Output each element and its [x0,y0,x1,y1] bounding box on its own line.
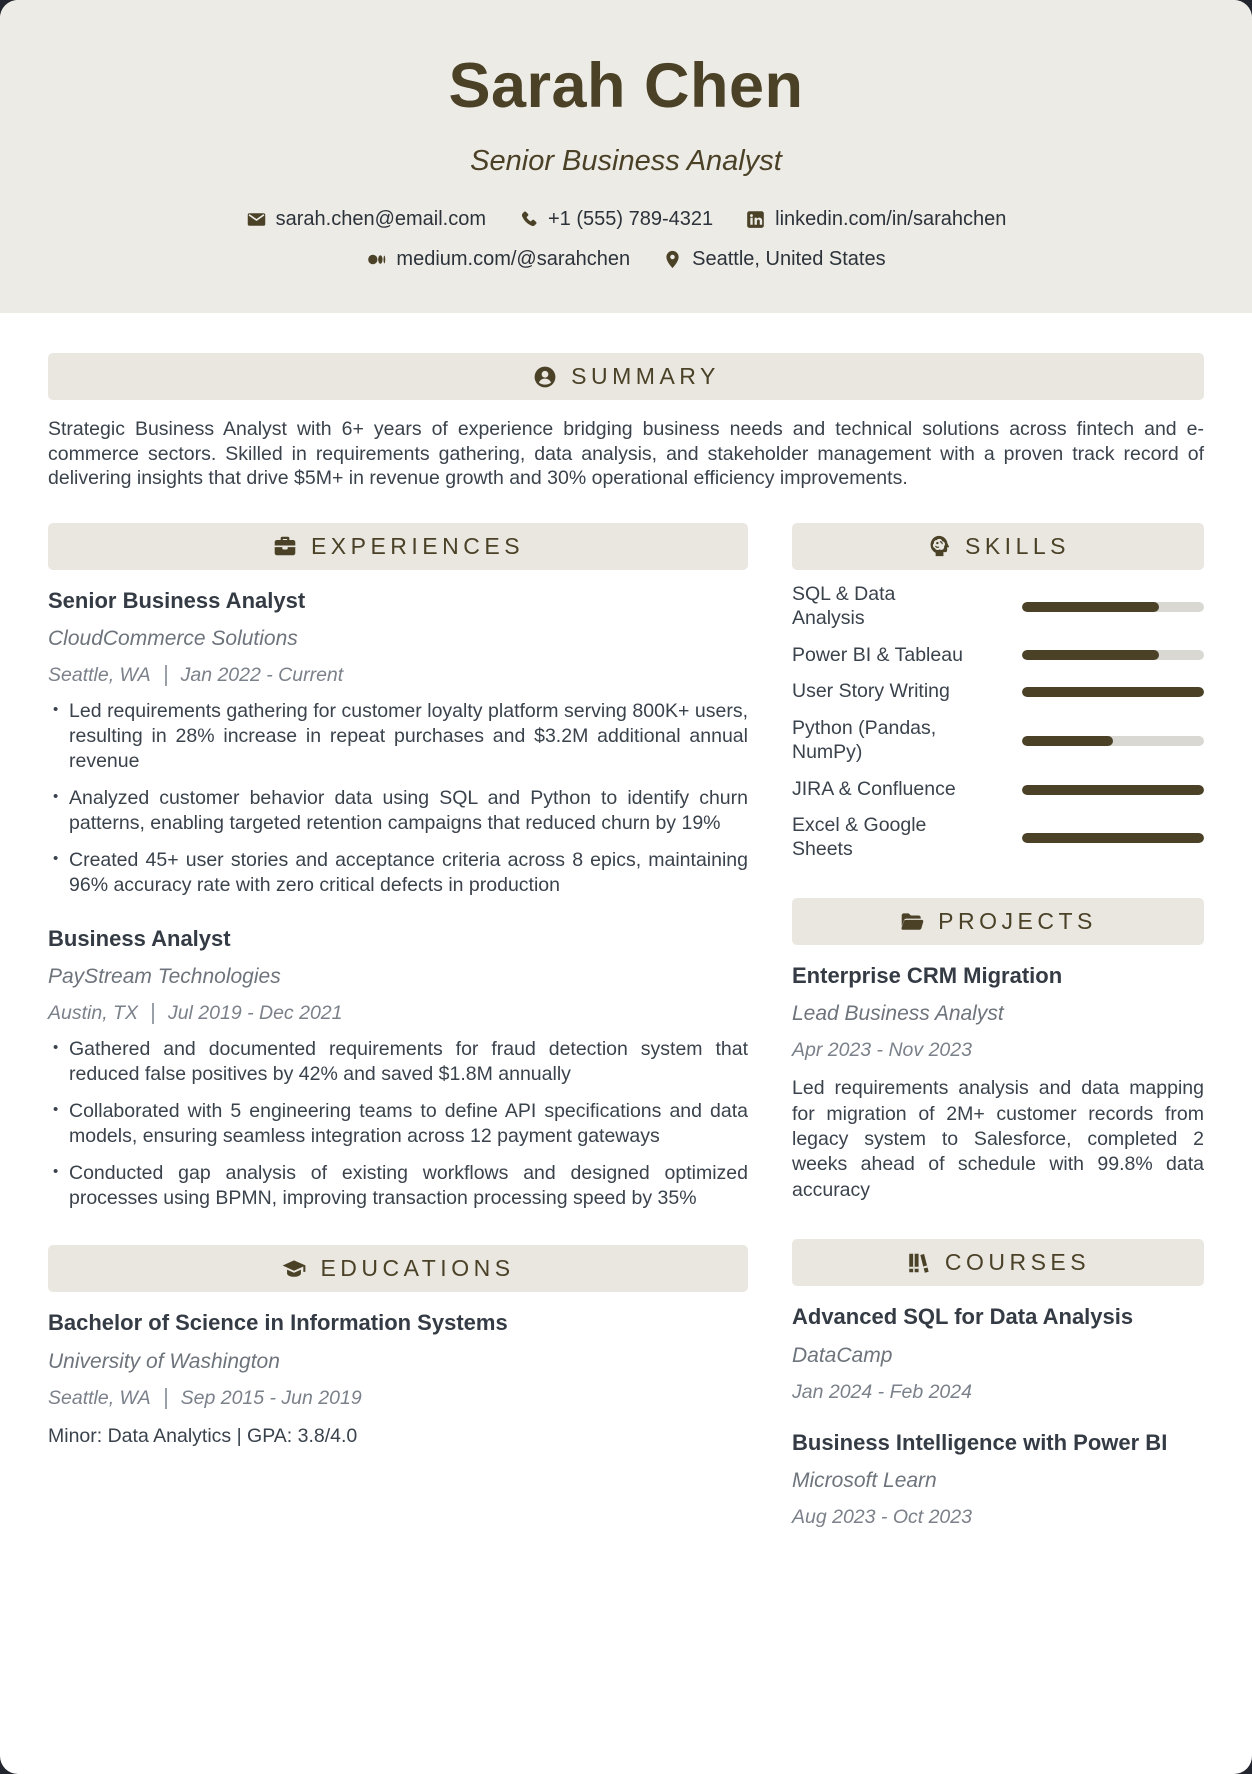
job-title: Senior Business Analyst [48,587,306,613]
course-dates [792,1506,1204,1529]
course-provider: Microsoft Learn [792,1468,937,1492]
skill-row [792,814,1204,862]
job-location-dates [48,664,748,687]
divider [152,1003,154,1024]
education-details: Minor: Data Analytics | GPA: 3.8/4.0 [48,1424,358,1447]
skill-level-bar [1022,833,1204,843]
job-location: Seattle, WA [48,664,151,687]
section-header-educations [48,1245,748,1292]
project-dates [792,1039,1204,1062]
section-title-courses: COURSES [944,1249,1091,1276]
skill-name: JIRA & Confluence [792,777,956,800]
skill-level-fill [1022,687,1204,697]
skill-row [792,680,1204,704]
skill-level-bar [1022,687,1204,697]
skill-level-bar [1022,650,1204,660]
skill-level-fill [1022,833,1204,843]
bullet-item: • Led requirements gathering for customer loyalty platform serving 800K+ users, resulting in 28% increase in repeat purchases and $3.2M additional annual revenue [48,699,748,774]
section-title-experiences: EXPERIENCES [310,532,525,559]
job-location: Austin, TX [48,1002,138,1025]
skill-row [792,644,1204,668]
project-title: Enterprise CRM Migration [792,963,1063,989]
experience-item [48,926,748,1211]
degree: Bachelor of Science in Information Systems [48,1310,508,1336]
course-list [792,1304,1204,1529]
graduation-cap-icon [281,1256,307,1282]
divider [165,1388,167,1409]
project-item [792,963,1204,1203]
person-title: Senior Business Analyst [470,145,782,178]
person-name: Sarah Chen [448,51,804,121]
phone-value: +1 (555) 789-4321 [548,208,714,231]
skill-name: SQL & Data Analysis [792,582,896,629]
skill-list [792,583,1204,862]
course-provider: DataCamp [792,1343,893,1367]
location-item [662,248,885,271]
section-title-educations: EDUCATIONS [320,1255,515,1282]
two-column-layout [48,523,1204,1529]
location-value: Seattle, United States [692,248,886,271]
linkedin-link[interactable] [745,208,1006,231]
project-description: Led requirements analysis and data mapping for migration of 2M+ customer records from legacy system to Salesforce, completed 2 weeks ahead of schedule with 99.8% data accuracy [792,1077,1204,1201]
course-dates-value: Jan 2024 - Feb 2024 [792,1380,972,1403]
bullet-item: • Collaborated with 5 engineering teams to define API specifications and data models, ensuring seamless integration across 12 payment gateways [48,1099,748,1149]
job-company: CloudCommerce Solutions [48,627,298,651]
course-title: Advanced SQL for Data Analysis [792,1304,1134,1330]
skill-level-fill [1022,650,1159,660]
section-title-summary: SUMMARY [571,363,720,390]
job-title: Business Analyst [48,926,231,952]
skill-name: Excel & Google Sheets [792,814,927,861]
bullet-list [48,699,748,898]
skill-row [792,778,1204,802]
course-dates [792,1381,1204,1404]
experience-list [48,588,748,1211]
right-column [792,523,1204,1529]
skill-level-bar [1022,785,1204,795]
content [0,353,1252,1529]
education-location-dates [48,1387,748,1410]
job-location-dates [48,1002,748,1025]
skill-name: User Story Writing [792,680,950,703]
phone-link[interactable] [518,208,713,231]
divider [165,665,167,686]
project-dates-value: Apr 2023 - Nov 2023 [792,1039,972,1062]
medium-icon [366,249,387,270]
email-icon [246,209,267,230]
education-dates: Sep 2015 - Jun 2019 [180,1386,362,1409]
skill-name: Python (Pandas, NumPy) [792,717,937,763]
books-icon [906,1250,932,1276]
header [0,0,1252,313]
skill-level-bar [1022,602,1204,612]
skill-level-fill [1022,736,1113,746]
job-company: PayStream Technologies [48,965,281,989]
school: University of Washington [48,1349,280,1373]
section-header-courses [792,1239,1204,1286]
person-circle-icon [532,364,558,390]
job-dates: Jan 2022 - Current [180,664,344,687]
linkedin-icon [745,209,766,230]
section-title-projects: PROJECTS [938,908,1097,935]
bullet-item: • Analyzed customer behavior data using SQL and Python to identify churn patterns, enabling targeted retention campaigns that reduced churn by 19% [48,786,748,836]
skill-level-fill [1022,602,1159,612]
briefcase-icon [272,533,298,559]
section-header-skills [792,523,1204,570]
bullet-item: • Created 45+ user stories and acceptance criteria across 8 epics, maintaining 96% accuracy rate with zero critical defects in production [48,848,748,898]
medium-link[interactable] [366,248,630,271]
course-title: Business Intelligence with Power BI [792,1429,1168,1455]
bullet-list [48,1037,748,1211]
course-item [792,1430,1204,1529]
skill-level-bar [1022,736,1204,746]
experience-item [48,588,748,898]
summary-text: Strategic Business Analyst with 6+ years of experience bridging business needs and technical solutions across fintech and e-commerce sectors. Skilled in requirements gathering, data analysis, and stakeholder management with a proven track record of delivering insights that drive $5M+ in revenue growth and 30% operational efficiency improvements. [48,418,1204,490]
section-header-projects [792,898,1204,945]
education-location: Seattle, WA [48,1386,151,1409]
location-pin-icon [662,249,683,270]
brain-head-icon [926,533,952,559]
course-dates-value: Aug 2023 - Oct 2023 [792,1505,972,1528]
project-role: Lead Business Analyst [792,1002,1004,1026]
section-title-skills: SKILLS [965,532,1070,559]
bullet-item: • Gathered and documented requirements for fraud detection system that reduced false positives by 42% and saved $1.8M annually [48,1037,748,1087]
contact-info [40,208,1212,271]
medium-value: medium.com/@sarahchen [396,248,631,271]
section-header-summary [48,353,1204,400]
skill-level-fill [1022,785,1204,795]
folder-open-icon [899,909,925,935]
email-value: sarah.chen@email.com [275,208,486,231]
left-column [48,523,748,1448]
course-item [792,1304,1204,1403]
bullet-item: • Conducted gap analysis of existing workflows and designed optimized processes using BPMN, improving transaction processing speed by 35% [48,1161,748,1211]
contact-row-2 [366,248,885,271]
phone-icon [518,209,539,230]
linkedin-value: linkedin.com/in/sarahchen [775,208,1007,231]
skill-row [792,583,1204,631]
skill-name: Power BI & Tableau [792,643,963,666]
education-item [48,1310,748,1447]
skill-row [792,717,1204,765]
section-header-experiences [48,523,748,570]
email-link[interactable] [246,208,486,231]
job-dates: Jul 2019 - Dec 2021 [167,1002,343,1025]
contact-row-1 [246,208,1007,231]
